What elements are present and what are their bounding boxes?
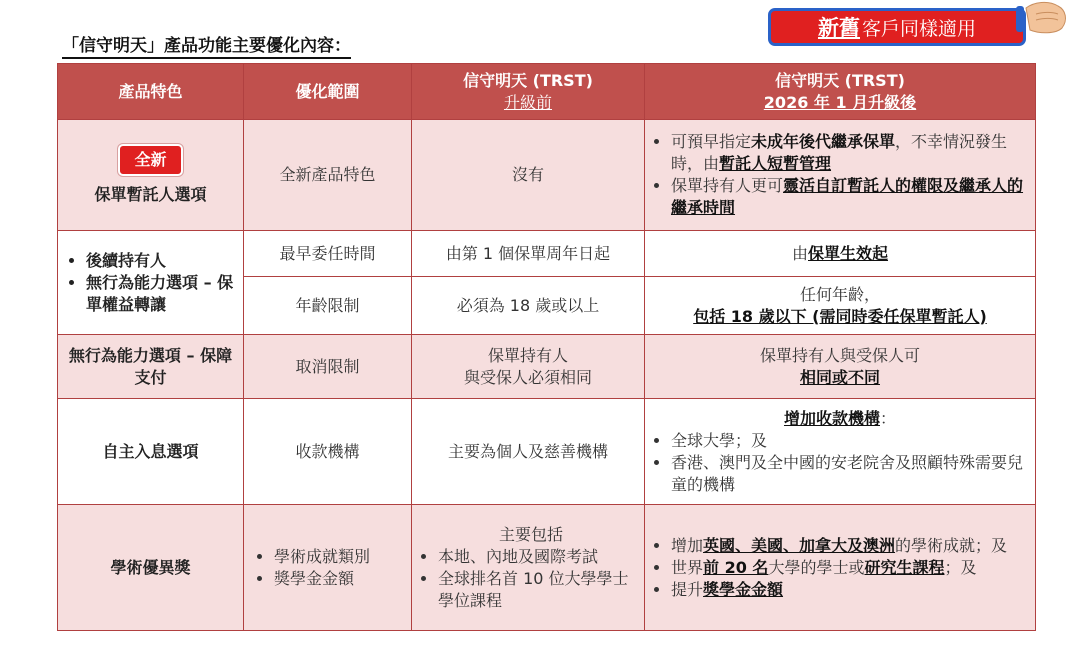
list-item: • 本地、內地及國際考試 [438,546,638,568]
table-row [58,399,1036,505]
after-cell: 由保單生效起 [645,231,1036,277]
feature-cell: 自主入息選項 [58,399,244,505]
header-after [645,64,1036,120]
list-item: • 學術成就類別 [274,546,405,568]
header-feature: 產品特色 [58,64,244,120]
list-item: • 增加英國、美國、加拿大及澳洲的學術成就；及 [671,535,1029,557]
header-scope: 優化範圍 [244,64,412,120]
before-cell: 由第 1 個保單周年日起 [412,231,645,277]
list-item: • 香港、澳門及全中國的安老院舍及照顧特殊需要兒童的機構 [671,452,1029,496]
list-item: • 提升獎學金金額 [671,579,1029,601]
before-cell: 沒有 [412,120,645,231]
before-cell: 保單持有人 與受保人必須相同 [412,335,645,399]
feature-cell: 學術優異獎 [58,505,244,631]
applicability-badge [768,8,1026,46]
after-cell: 增加收款機構： • 全球大學；及 • 香港、澳門及全中國的安老院舍及照顧特殊需要兒童的機構 [645,399,1036,505]
scope-cell: 收款機構 [244,399,412,505]
header-before-line1: 信守明天 (TRST) [463,70,593,90]
before-cell: 主要包括 • 本地、內地及國際考試 • 全球排名首 10 位大學學士學位課程 [412,505,645,631]
feature-cell [58,231,244,335]
header-before [412,64,645,120]
list-item: • 後續持有人 [86,250,237,272]
header-after-line2: 2026 年 1 月升級後 [763,92,917,112]
before-cell: 主要為個人及慈善機構 [412,399,645,505]
table-row [58,231,1036,277]
list-item: • 獎學金金額 [274,568,405,590]
scope-cell [244,505,412,631]
list-item: • 保單持有人更可靈活自訂暫託人的權限及繼承人的繼承時間 [671,175,1029,219]
list-item: • 全球大學；及 [671,430,1029,452]
list-item: • 世界前 20 名大學的學士或研究生課程；及 [671,557,1029,579]
after-line1: 任何年齡， [799,284,880,304]
badge-text: 客戶同樣適用 [861,17,976,40]
after-cell: 保單持有人與受保人可 相同或不同 [645,335,1036,399]
after-cell [645,505,1036,631]
pointing-hand-icon [1014,0,1070,38]
table-row [58,335,1036,399]
list-item: • 無行為能力選項 – 保單權益轉讓 [86,272,237,316]
scope-cell: 年齡限制 [244,277,412,335]
feature-label: 保單暫託人選項 [94,185,207,204]
feature-cell [58,120,244,231]
new-badge: 全新 [118,144,182,176]
badge-emphasis: 新舊 [817,16,860,40]
table-row [58,505,1036,631]
table-row [58,120,1036,231]
scope-cell: 全新產品特色 [244,120,412,231]
list-item: • 全球排名首 10 位大學學士學位課程 [438,568,638,612]
after-cell [645,120,1036,231]
scope-cell: 最早委任時間 [244,231,412,277]
header-after-line1: 信守明天 (TRST) [775,70,905,90]
feature-comparison-table [57,63,1036,631]
feature-cell: 無行為能力選項 – 保障支付 [58,335,244,399]
before-cell: 必須為 18 歲或以上 [412,277,645,335]
header-row [58,64,1036,120]
scope-cell: 取消限制 [244,335,412,399]
header-before-line2: 升級前 [503,92,552,112]
page-title: 「信守明天」產品功能主要優化內容： [62,36,351,59]
after-line2: 包括 18 歲以下 (需同時委任保單暫託人) [693,306,987,326]
list-item: • 可預早指定未成年後代繼承保單，不幸情況發生時，由暫託人短暫管理 [671,131,1029,175]
after-cell [645,277,1036,335]
